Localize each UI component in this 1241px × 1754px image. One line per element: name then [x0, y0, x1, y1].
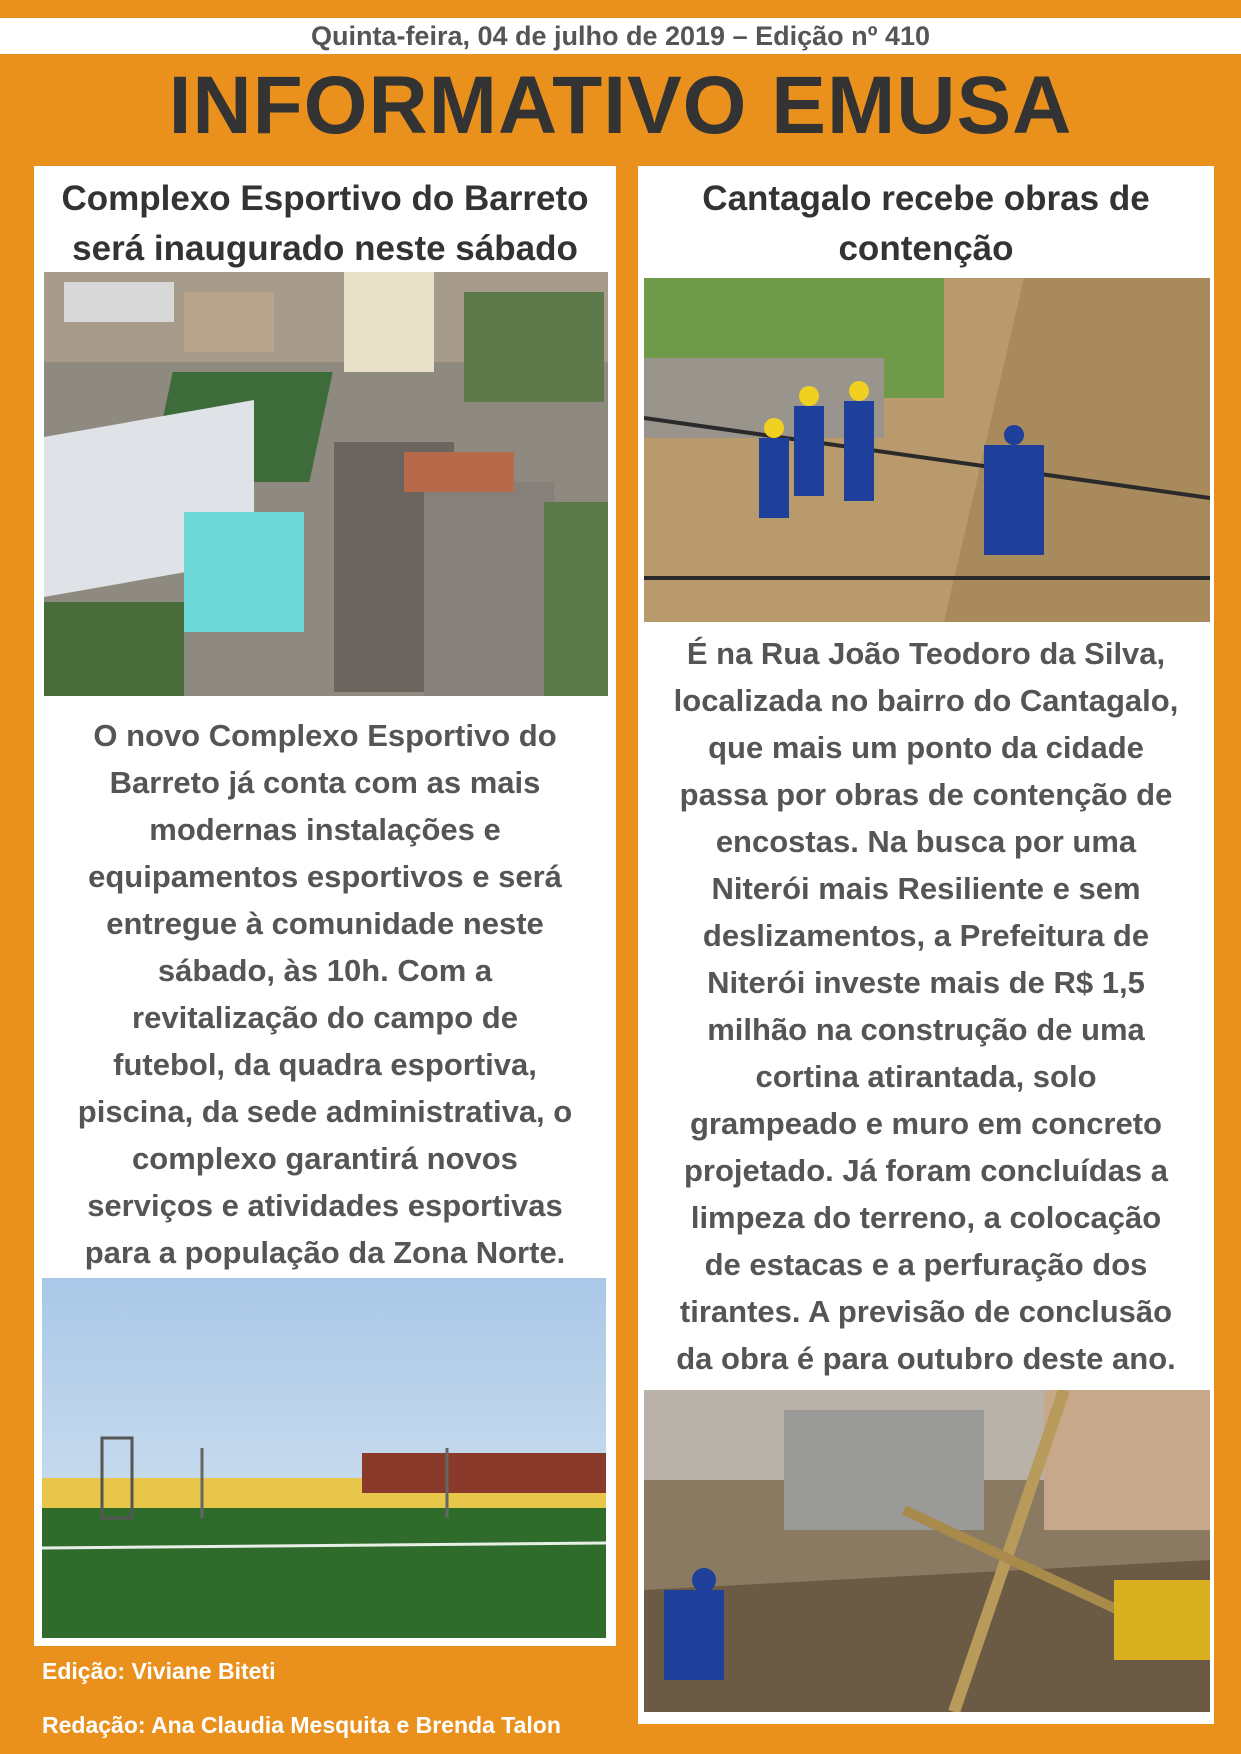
writers-credit: Redação: Ana Claudia Mesquita e Brenda Talon — [42, 1712, 561, 1738]
body-line: localizada no bairro do Cantagalo, — [673, 683, 1179, 718]
body-line: piscina, da sede administrativa, o — [77, 1094, 573, 1129]
drilling-site-photo — [644, 1390, 1210, 1712]
body-line: futebol, da quadra esportiva, — [113, 1047, 537, 1082]
body-line: passa por obras de contenção de — [679, 777, 1173, 812]
body-line: encostas. Na busca por uma — [715, 824, 1137, 859]
body-line: que mais um ponto da cidade — [708, 730, 1144, 765]
aerial-sports-complex-photo — [44, 272, 608, 696]
body-line: modernas instalações e — [149, 812, 501, 847]
football-field-photo — [42, 1278, 606, 1638]
masthead-title: INFORMATIVO EMUSA — [168, 60, 1073, 151]
body-line: revitalização do campo de — [132, 1000, 518, 1035]
body-line: deslizamentos, a Prefeitura de — [702, 918, 1150, 953]
article-cantagalo-headline — [638, 174, 1214, 274]
headline-line: Cantagalo recebe obras de — [702, 179, 1150, 218]
issue-dateline: Quinta-feira, 04 de julho de 2019 – Edição nº 410 — [0, 18, 1241, 54]
body-line: da obra é para outubro deste ano. — [676, 1341, 1176, 1376]
headline-line: será inaugurado neste sábado — [72, 229, 578, 268]
body-line: O novo Complexo Esportivo do — [93, 718, 557, 753]
body-line: sábado, às 10h. Com a — [157, 953, 493, 988]
body-line: Niterói mais Resiliente e sem — [711, 871, 1141, 906]
body-line: serviços e atividades esportivas — [87, 1188, 563, 1223]
body-line: de estacas e a perfuração dos — [704, 1247, 1148, 1282]
body-line: cortina atirantada, solo — [755, 1059, 1097, 1094]
body-line: grampeado e muro em concreto — [689, 1106, 1162, 1141]
editor-credit: Edição: Viviane Biteti — [42, 1658, 276, 1684]
body-line: equipamentos esportivos e será — [88, 859, 562, 894]
body-line: Niterói investe mais de R$ 1,5 — [707, 965, 1145, 1000]
body-line: entregue à comunidade neste — [106, 906, 544, 941]
body-line: para a população da Zona Norte. — [84, 1235, 566, 1270]
body-line: limpeza do terreno, a colocação — [690, 1200, 1162, 1235]
headline-line: contenção — [838, 229, 1014, 268]
article-barreto-body — [42, 712, 608, 1276]
body-line: complexo garantirá novos — [132, 1141, 518, 1176]
body-line: É na Rua João Teodoro da Silva, — [686, 636, 1166, 671]
body-line: tirantes. A previsão de conclusão — [679, 1294, 1173, 1329]
body-line: milhão na construção de uma — [707, 1012, 1145, 1047]
article-cantagalo — [638, 166, 1214, 1724]
body-line: Barreto já conta com as mais — [109, 765, 541, 800]
article-cantagalo-body — [646, 630, 1206, 1382]
article-barreto-headline — [34, 174, 616, 274]
article-barreto — [34, 166, 616, 1646]
headline-line: Complexo Esportivo do Barreto — [61, 179, 589, 218]
workers-retaining-wall-photo — [644, 278, 1210, 622]
body-line: projetado. Já foram concluídas a — [683, 1153, 1169, 1188]
